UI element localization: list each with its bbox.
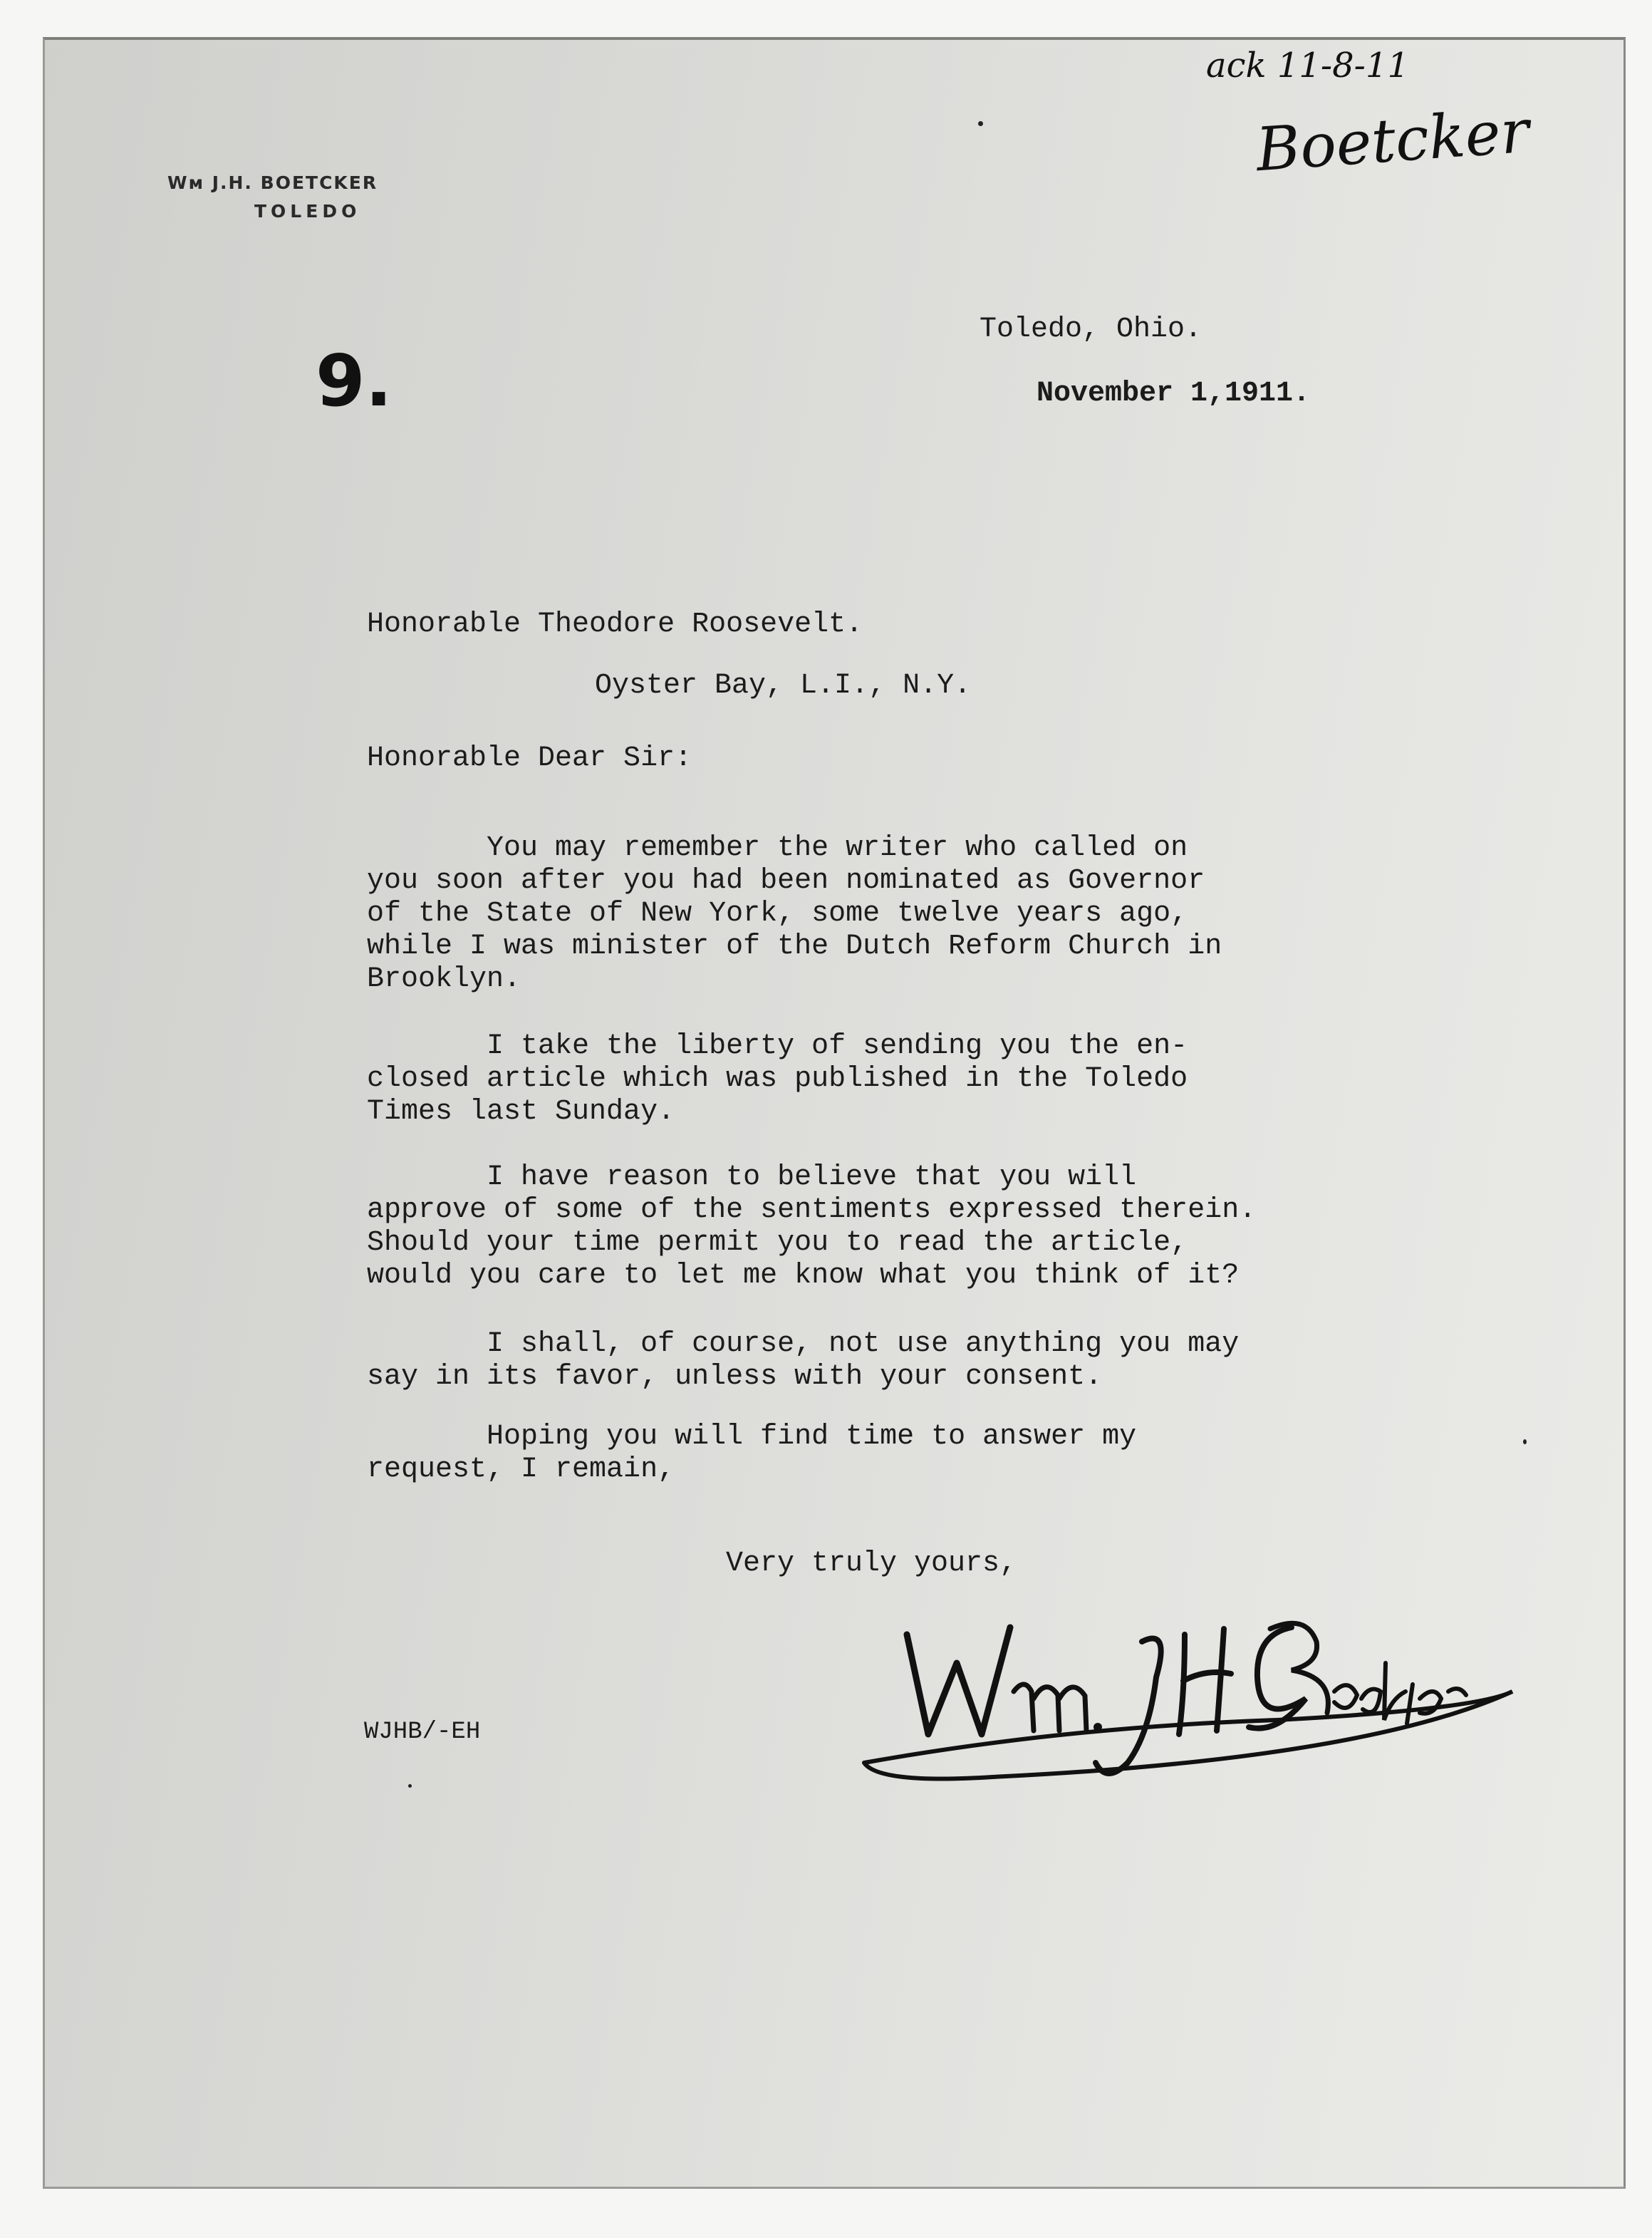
body-paragraph-4 (367, 1328, 1239, 1394)
body-line: You may remember the writer who called on (367, 832, 1188, 864)
body-paragraph-1 (367, 832, 1222, 996)
body-line: while I was minister of the Dutch Reform Church in (367, 931, 1222, 963)
reference-initials: WJHB/-EH (364, 1719, 481, 1746)
body-line: I shall, of course, not use anything you may (367, 1328, 1240, 1360)
page-speck (408, 1784, 412, 1788)
body-line: approve of some of the sentiments expressed therein. (367, 1194, 1257, 1226)
dateline-place: Toledo, Ohio. (980, 314, 1202, 346)
dateline-date: November 1,1911. (1037, 378, 1311, 410)
handwritten-ack-date: ack 11-8-11 (1206, 46, 1409, 86)
page-speck (978, 121, 983, 126)
body-line: request, I remain, (367, 1454, 675, 1486)
body-line: Brooklyn. (367, 963, 521, 995)
body-line: you soon after you had been nominated as Governor (367, 865, 1205, 897)
letterhead-city: TOLEDO (254, 201, 361, 222)
handwritten-surname: Boetcker (1254, 95, 1532, 185)
body-line: would you care to let me know what you think of it? (367, 1260, 1240, 1292)
body-line: of the State of New York, some twelve years ago, (367, 898, 1188, 930)
body-paragraph-3 (367, 1161, 1256, 1292)
body-line: I have reason to believe that you will (367, 1161, 1137, 1193)
body-line: I take the liberty of sending you the en- (367, 1030, 1188, 1062)
body-line: Should your time permit you to read the article, (367, 1227, 1188, 1259)
body-line: say in its favor, unless with your consent. (367, 1361, 1103, 1393)
recipient-address: Oyster Bay, L.I., N.Y. (595, 670, 972, 702)
body-paragraph-5 (367, 1421, 1136, 1486)
signature (850, 1585, 1534, 1791)
body-line: closed article which was published in the Toledo (367, 1063, 1188, 1095)
letter-page (43, 37, 1626, 2189)
body-line: Times last Sunday. (367, 1096, 675, 1128)
closing: Very truly yours, (726, 1548, 1017, 1580)
handwritten-page-mark: 9. (316, 339, 393, 423)
page-speck (1523, 1439, 1527, 1444)
body-line: Hoping you will find time to answer my (367, 1421, 1137, 1453)
recipient-name: Honorable Theodore Roosevelt. (367, 608, 863, 641)
salutation: Honorable Dear Sir: (367, 742, 692, 775)
letterhead-name: Wᴍ J.H. BOETCKER (167, 172, 378, 193)
body-paragraph-2 (367, 1030, 1188, 1129)
